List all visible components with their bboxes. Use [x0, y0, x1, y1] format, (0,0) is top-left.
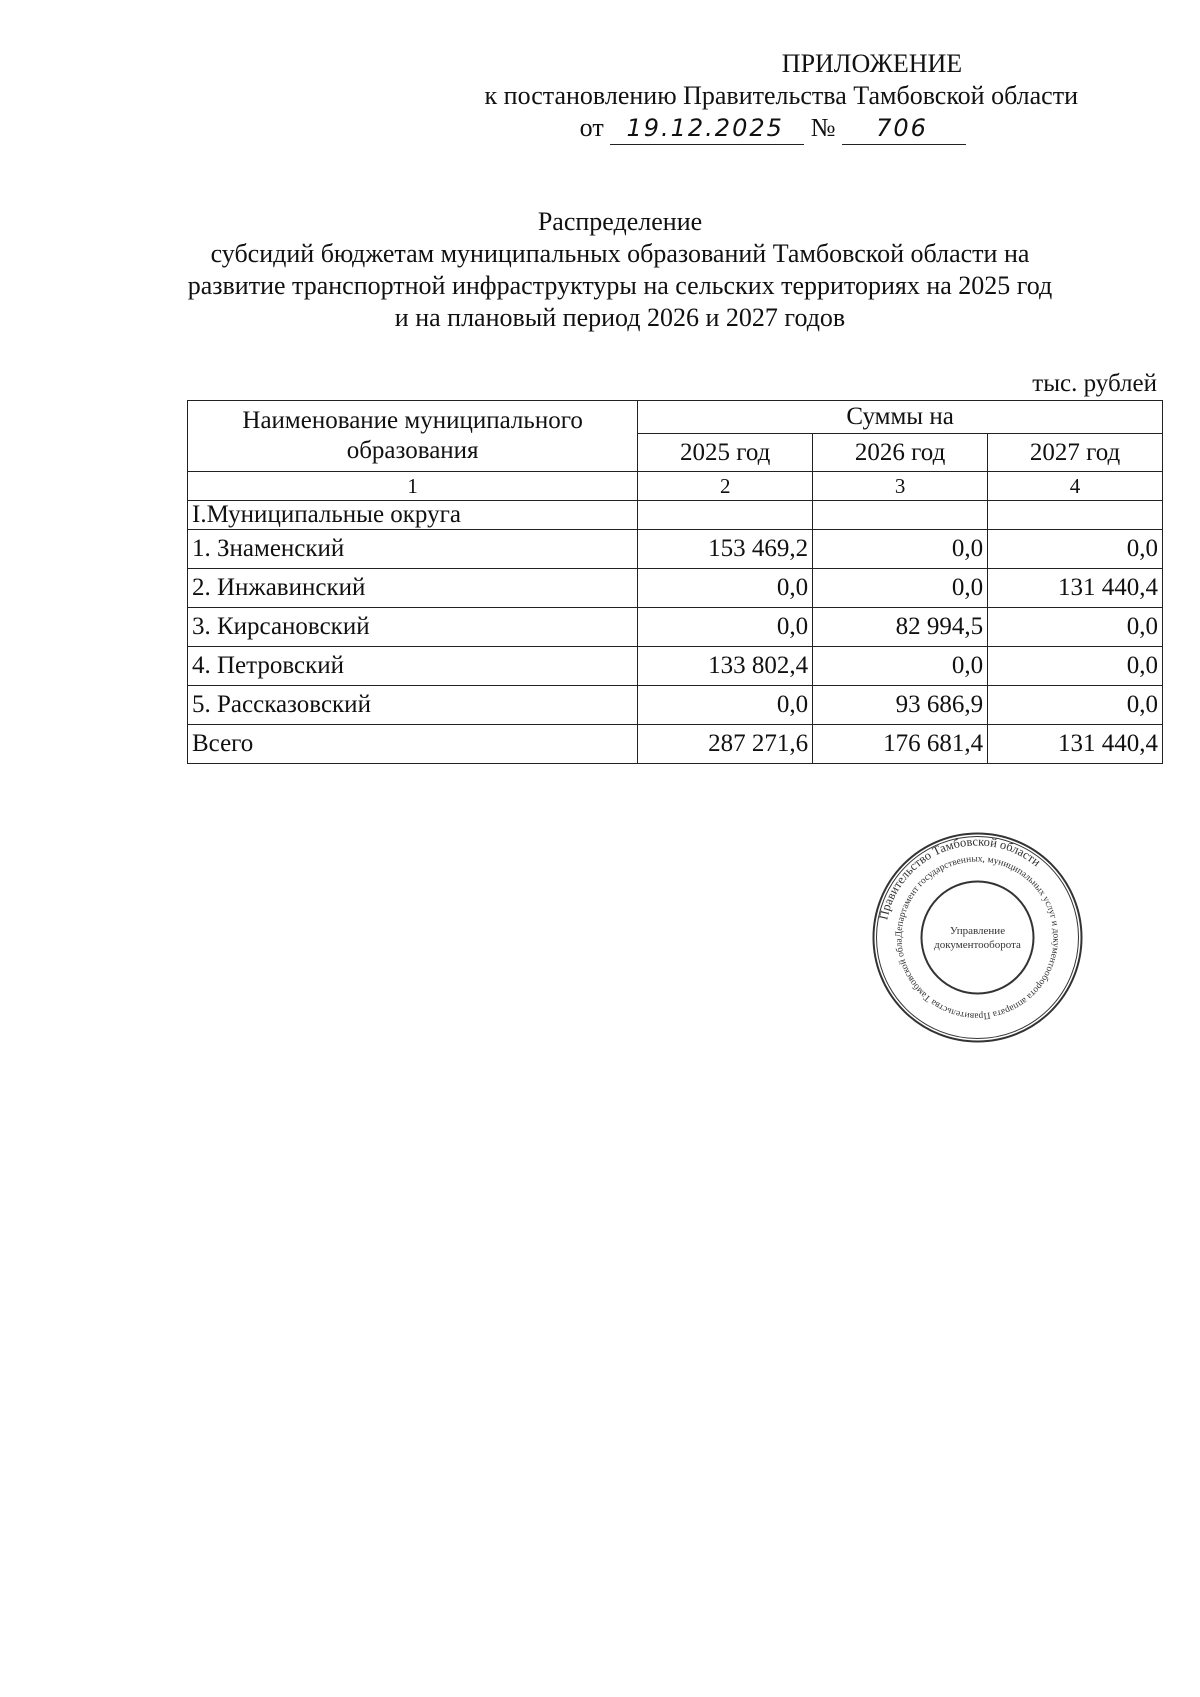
column-number: 3	[813, 472, 988, 501]
total-label: Всего	[188, 725, 638, 764]
seal-center-line-2: документооборота	[934, 939, 1021, 951]
value-2025: 153 469,2	[638, 530, 813, 569]
table-row	[188, 686, 1163, 725]
empty-cell	[988, 501, 1163, 530]
resolution-number: 706	[842, 112, 966, 145]
appendix-basis: к постановлению Правительства Тамбовской области	[484, 81, 1078, 110]
value-2027: 0,0	[988, 647, 1163, 686]
total-row	[188, 725, 1163, 764]
seal-middle-textpath: Департамент государственных, муниципальных услуг и документооборота аппарата Правительства Тамбовской обла	[894, 854, 1061, 1021]
header-sums: Суммы на	[638, 401, 1163, 434]
table-row	[188, 530, 1163, 569]
table-header-row	[188, 401, 1163, 434]
date-prefix: от	[579, 113, 604, 142]
number-prefix: №	[810, 113, 836, 142]
empty-cell	[638, 501, 813, 530]
municipality-name: 3. Кирсановский	[188, 608, 638, 647]
title-line-2: субсидий бюджетам муниципальных образований Тамбовской области на	[210, 239, 1030, 268]
table-row	[188, 608, 1163, 647]
total-2026: 176 681,4	[813, 725, 988, 764]
title-line-1: Распределение	[537, 207, 703, 236]
appendix-header	[378, 48, 1078, 145]
column-number: 4	[988, 472, 1163, 501]
group-label: I.Муниципальные округа	[188, 501, 638, 530]
appendix-title: ПРИЛОЖЕНИЕ	[781, 49, 963, 78]
value-2026: 82 994,5	[813, 608, 988, 647]
total-2027: 131 440,4	[988, 725, 1163, 764]
title-line-3: развитие транспортной инфраструктуры на сельских территориях на 2025 год	[187, 271, 1053, 300]
table-row	[188, 569, 1163, 608]
value-2027: 0,0	[988, 608, 1163, 647]
seal-center-ring	[922, 882, 1034, 994]
official-seal-stamp	[870, 830, 1085, 1045]
value-2027: 0,0	[988, 530, 1163, 569]
column-number: 1	[188, 472, 638, 501]
value-2026: 0,0	[813, 647, 988, 686]
total-2025: 287 271,6	[638, 725, 813, 764]
value-2025: 0,0	[638, 608, 813, 647]
seal-graphic	[870, 830, 1085, 1045]
header-year-2025: 2025 год	[638, 434, 813, 472]
title-line-4: и на плановый период 2026 и 2027 годов	[394, 303, 846, 332]
seal-outer-textpath: Правительство Тамбовской области	[876, 834, 1044, 922]
group-row	[188, 501, 1163, 530]
header-municipality: Наименование муниципального образования	[188, 401, 638, 472]
value-2025: 0,0	[638, 569, 813, 608]
column-number-row	[188, 472, 1163, 501]
municipality-name: 4. Петровский	[188, 647, 638, 686]
value-2027: 131 440,4	[988, 569, 1163, 608]
column-number: 2	[638, 472, 813, 501]
resolution-date: 19.12.2025	[610, 112, 804, 145]
appendix-reference	[378, 112, 966, 145]
value-2026: 0,0	[813, 569, 988, 608]
municipality-name: 2. Инжавинский	[188, 569, 638, 608]
header-year-2027: 2027 год	[988, 434, 1163, 472]
header-year-2026: 2026 год	[813, 434, 988, 472]
value-2026: 93 686,9	[813, 686, 988, 725]
value-2025: 133 802,4	[638, 647, 813, 686]
empty-cell	[813, 501, 988, 530]
value-2026: 0,0	[813, 530, 988, 569]
table-row	[188, 647, 1163, 686]
allocation-table	[187, 400, 1163, 764]
municipality-name: 1. Знаменский	[188, 530, 638, 569]
municipality-name: 5. Рассказовский	[188, 686, 638, 725]
value-2025: 0,0	[638, 686, 813, 725]
seal-center-line-1: Управление	[949, 925, 1006, 937]
units-label: тыс. рублей	[1032, 370, 1157, 397]
document-title	[170, 206, 1070, 334]
value-2027: 0,0	[988, 686, 1163, 725]
